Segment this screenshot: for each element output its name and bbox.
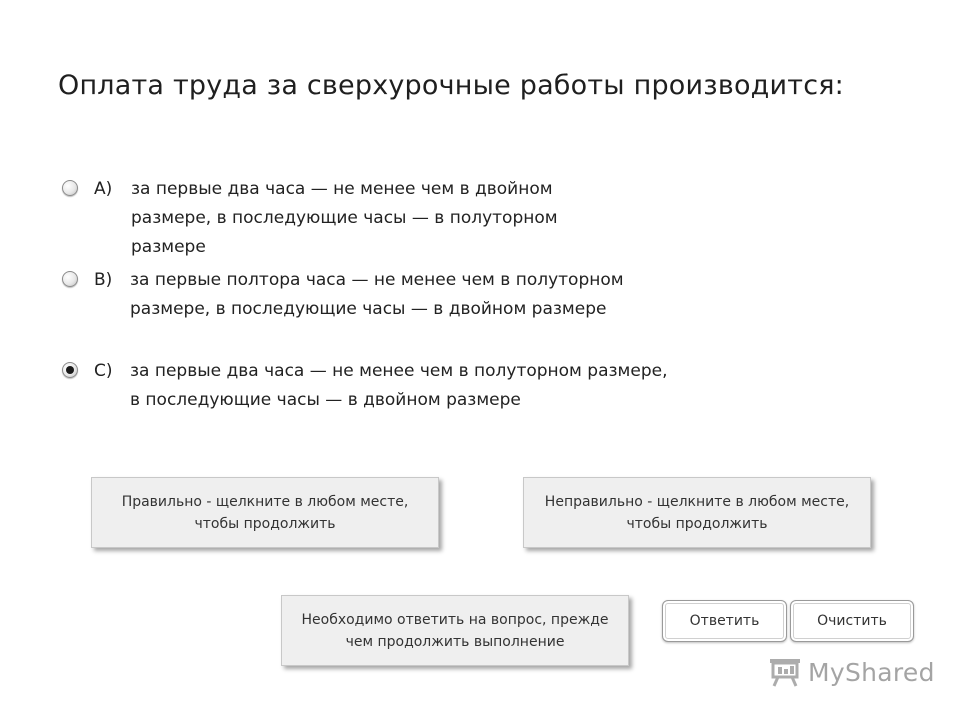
brand-logo xyxy=(768,657,935,687)
presentation-board-icon xyxy=(768,657,802,687)
option-c[interactable] xyxy=(62,357,670,415)
option-a-text: за первые два часа — не менее чем в двойном размере, в последующие часы — в полуторном размере xyxy=(131,179,558,257)
option-b-text: за первые полтора часа — не менее чем в полуторном размере, в последующие часы — в двойном размере xyxy=(130,270,624,319)
radio-a[interactable] xyxy=(62,180,78,196)
radio-c[interactable] xyxy=(62,362,78,378)
option-c-letter: C) xyxy=(94,361,113,381)
brand-name: MyShared xyxy=(808,657,935,687)
option-b-letter: B) xyxy=(94,270,113,290)
feedback-required-text: Необходимо ответить на вопрос, прежде чем продолжить выполнение xyxy=(301,611,609,650)
feedback-correct[interactable] xyxy=(91,477,439,548)
option-a-letter: A) xyxy=(94,179,113,199)
feedback-correct-text: Правильно - щелкните в любом месте, чтобы продолжить xyxy=(121,493,409,532)
submit-button[interactable]: Ответить xyxy=(662,600,787,642)
feedback-incorrect[interactable] xyxy=(523,477,871,548)
option-b[interactable] xyxy=(62,266,630,324)
radio-b[interactable] xyxy=(62,271,78,287)
clear-button[interactable]: Очистить xyxy=(790,600,914,642)
question-title: Оплата труда за сверхурочные работы производится: xyxy=(58,70,844,101)
option-a[interactable] xyxy=(62,175,631,262)
feedback-incorrect-text: Неправильно - щелкните в любом месте, чтобы продолжить xyxy=(544,493,850,532)
option-c-text: за первые два часа — не менее чем в полуторном размере, в последующие часы — в двойном размере xyxy=(130,361,668,410)
feedback-required[interactable] xyxy=(281,595,629,666)
